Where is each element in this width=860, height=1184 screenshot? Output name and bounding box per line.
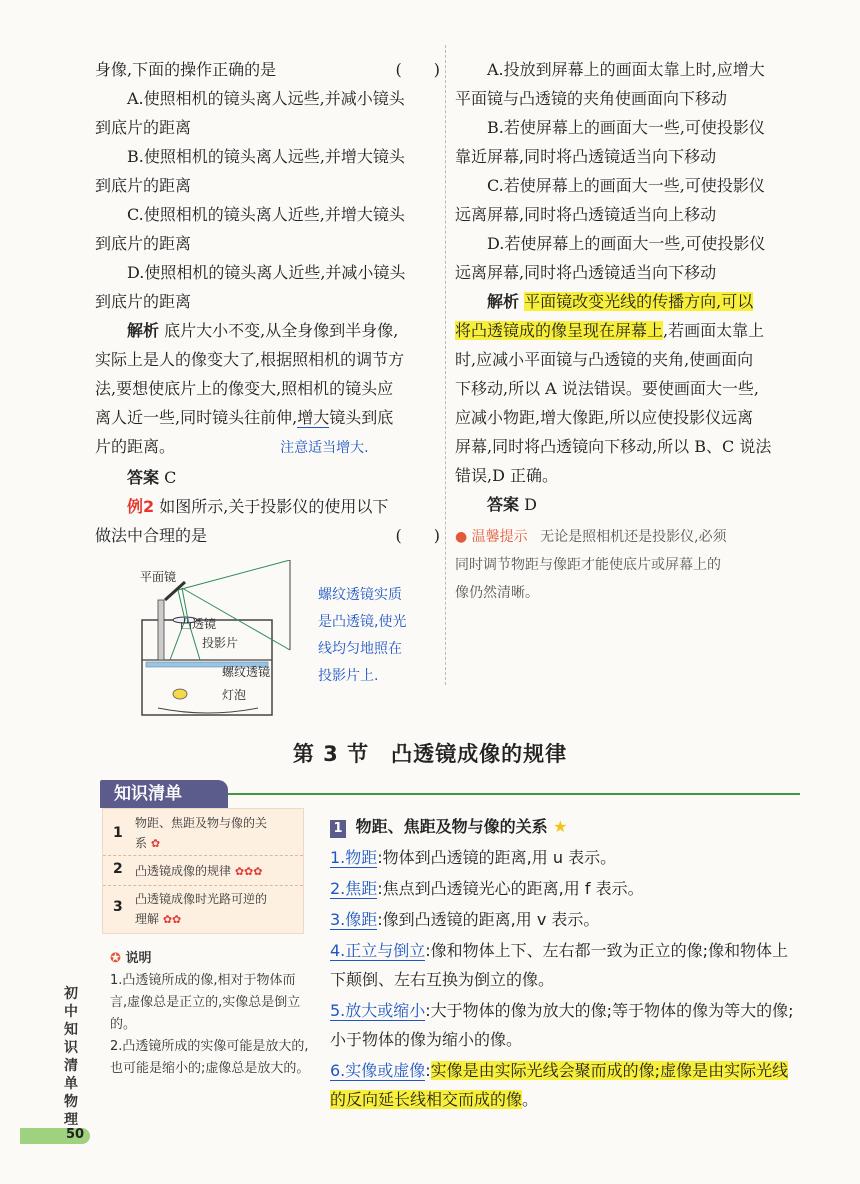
option-b-cont: 到底片的距离 [95,176,192,195]
option-c: C.使照相机的镜头离人近些,并增大镜头 [127,205,405,224]
content-heading: 1 物距、焦距及物与像的关系 ★ [330,812,800,841]
underlined-text: 增大 [297,408,330,427]
note-item: 2.凸透镜所成的实像可能是放大的,也可能是缩小的;虚像总是放大的。 [110,1039,310,1076]
knowledge-item[interactable]: 1 物距、焦距及物与像的关 系 ✿ [103,813,303,856]
right-column [455,55,800,607]
analysis-line: 错误,D 正确。 [455,466,559,485]
answer-label: 答案 [127,468,160,487]
handwritten-note: 注意适当增大. [280,440,369,456]
analysis-line: 实际上是人的像变大了,根据照相机的调节方 [95,350,405,369]
option-d-cont: 远离屏幕,同时将凸透镜适当向下移动 [455,263,717,282]
label-bulb: 灯泡 [222,688,247,702]
page-number: 50 [66,1127,85,1142]
star-icon: ✿ [150,837,161,850]
side-label: 初中知识清单 物理 [64,986,92,1128]
definition-item: 1.物距:物体到凸透镜的距离,用 u 表示。 [330,848,617,867]
option-b-cont: 靠近屏幕,同时将凸透镜适当向下移动 [455,147,717,166]
answer-paren: ( ) [395,60,440,79]
example-2: 例2 如图所示,关于投影仪的使用以下 [127,497,389,516]
tip-label: 温馨提示 [471,529,528,545]
definition-item: 4.正立与倒立:像和物体上下、左右都一致为正立的像;像和物体上下颠倒、左右互换为倒立的像。 [330,941,789,989]
left-column [95,55,440,550]
definition-item: 6.实像或虚像:实像是由实际光线会聚而成的像;虚像是由实际光线的反向延长线相交而成的像。 [330,1061,789,1109]
option-b: B.若使屏幕上的画面大一些,可使投影仪 [487,118,765,137]
definition-item: 2.焦距:焦点到凸透镜光心的距离,用 f 表示。 [330,879,644,898]
analysis-line: 离人近一些,同时镜头往前伸,增大镜头到底 [95,408,394,427]
knowledge-banner: 知识清单 [100,780,228,808]
analysis-line: 法,要想使底片上的像变大,照相机的镜头应 [95,379,394,398]
note-title: 说明 [125,951,152,966]
analysis: 解析 底片大小不变,从全身像到半身像, [127,321,399,340]
label-mirror: 平面镜 [140,570,177,584]
knowledge-list [102,808,304,934]
highlighted-text: 实像是由实际光线会聚而成的像;虚像是由实际光线的反向延长线相交而成的像 [330,1061,789,1109]
heading-number: 1 [330,820,346,838]
option-d: D.使照相机的镜头离人近些,并减小镜头 [127,263,406,282]
star-icon: ✿✿✿ [234,865,263,878]
label-fresnel-lens: 螺纹透镜 [222,665,271,679]
analysis-label: 解析 [487,292,520,311]
note-icon: ✪ [110,951,121,966]
analysis-line: 将凸透镜成的像呈现在屏幕上,若画面太靠上 [455,321,765,340]
option-a-cont: 平面镜与凸透镜的夹角使画面向下移动 [455,89,728,108]
note-item: 1.凸透镜所成的像,相对于物体而言,虚像总是正立的,实像总是倒立的。 [110,973,301,1032]
analysis [455,287,800,316]
highlighted-text: 将凸透镜成的像呈现在屏幕上 [455,321,664,340]
tip-icon: ● [455,529,468,545]
definition-item: 5.放大或缩小:大于物体的像为放大的像;等于物体的像为等大的像;小于物体的像为缩小的像。 [330,1001,794,1049]
option-c: C.若使屏幕上的画面大一些,可使投影仪 [487,176,765,195]
green-rule [228,793,800,795]
column-divider [445,45,446,685]
option-b: B.使照相机的镜头离人远些,并增大镜头 [127,147,405,166]
analysis-line: 时,应减小平面镜与凸透镜的夹角,使画面向 [455,350,754,369]
note-box [110,948,310,1080]
option-a: A.投放到屏幕上的画面太靠上时,应增大 [487,60,765,79]
example-2-cont: 做法中合理的是 ( ) [95,521,440,550]
light-ray [178,560,290,590]
label-convex-lens: 凸透镜 [180,617,217,631]
section-title: 第 3 节 凸透镜成像的规律 [292,742,568,766]
analysis-label: 解析 [127,321,160,340]
option-d-cont: 到底片的距离 [95,292,192,311]
analysis-line: 片的距离。 注意适当增大. [95,437,369,456]
answer: 答案 D [487,495,537,514]
analysis-line: 屏幕,同时将凸透镜向下移动,所以 B、C 说法 [455,437,772,456]
tip-box: ● 温馨提示 无论是照相机还是投影仪,必须 同时调节物距与像距才能使底片或屏幕上的 像仍然清晰。 [455,529,727,601]
analysis-line: 应减小物距,增大像距,所以应使投影仪远离 [455,408,754,427]
option-a: A.使照相机的镜头离人远些,并减小镜头 [127,89,405,108]
definition-item: 3.像距:像到凸透镜的距离,用 v 表示。 [330,910,600,929]
option-a-cont: 到底片的距离 [95,118,192,137]
option-d: D.若使屏幕上的画面大一些,可使投影仪 [487,234,766,253]
star-icon: ✿✿ [162,913,182,926]
handwritten-annotation: 螺纹透镜实质 是凸透镜,使光 线均匀地照在 投影片上. [318,587,407,684]
answer: 答案 C [127,468,177,487]
label-slide: 投影片 [202,636,239,650]
star-icon: ★ [553,817,568,836]
bulb-shape [173,689,187,699]
analysis-line: 下移动,所以 A 说法错误。要使画面大一些, [455,379,759,398]
knowledge-item[interactable]: 3 凸透镜成像时光路可逆的 理解 ✿✿ [113,892,268,926]
question-tail: 身像,下面的操作正确的是 ( ) [95,55,440,84]
option-c-cont: 到底片的距离 [95,234,192,253]
content-section [330,812,800,1114]
base-curve [158,708,258,713]
highlighted-text: 平面镜改变光线的传播方向,可以 [524,292,754,311]
option-c-cont: 远离屏幕,同时将凸透镜适当向上移动 [455,205,717,224]
answer-label: 答案 [487,495,520,514]
knowledge-item[interactable]: 2 凸透镜成像的规律 ✿✿✿ [103,857,303,886]
answer-paren: ( ) [395,526,440,545]
lens-column [158,600,164,660]
example-label: 例2 [127,497,155,516]
